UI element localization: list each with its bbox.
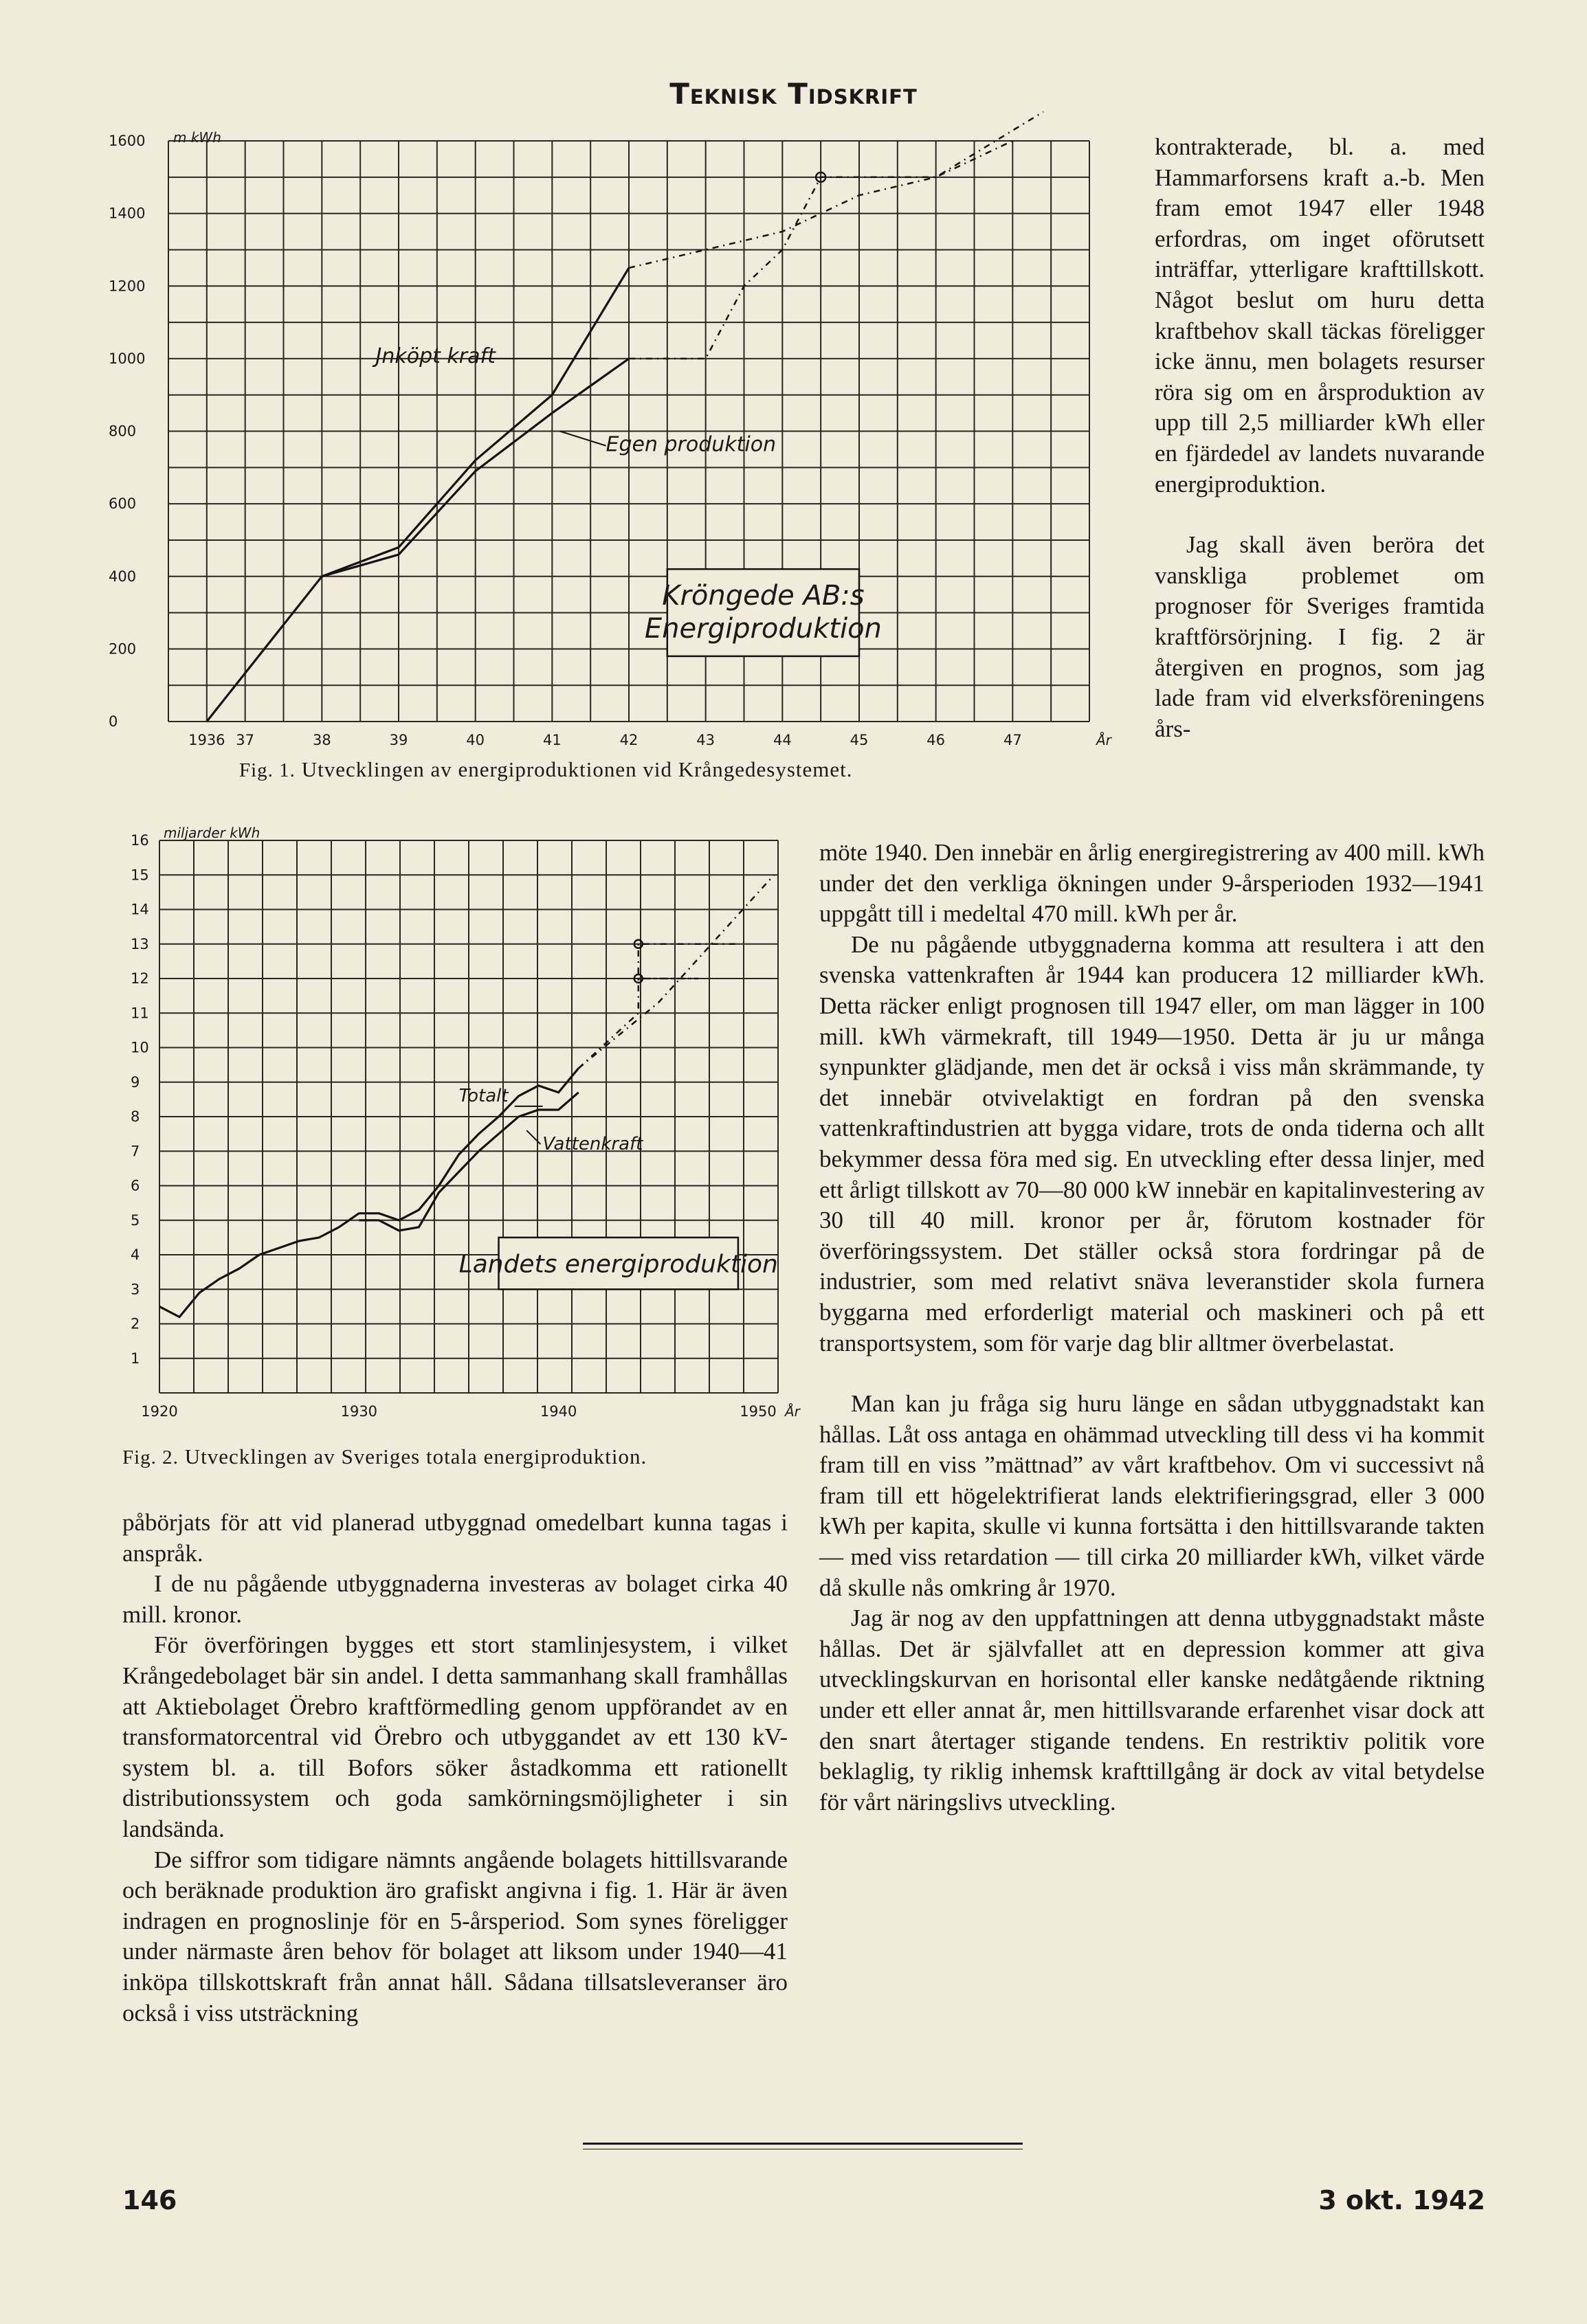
right-column-top: [1155, 132, 1485, 744]
y-tick-label: 1400: [109, 205, 146, 222]
x-tick-label: 45: [850, 732, 869, 748]
annotation-label: Egen produktion: [606, 432, 777, 457]
x-tick-label: 43: [696, 732, 715, 748]
y-tick-label: 13: [131, 935, 149, 952]
paragraph: kontrakterade, bl. a. med Hammarforsens kraft a.-b. Men fram emot 1947 eller 1948 erfordras, om inget oförutsett inträffar, ytterligare krafttillskott. Något beslut om huru detta kraftbehov skall täckas föreligger icke ännu, men bolagets resurser röra sig om en årsproduktion av upp till 2,5 milliarder kWh eller en fjärdedel av landets nuvarande energiproduktion.: [1155, 133, 1485, 498]
separator-rule: [583, 2143, 1023, 2145]
figure-2-label: Fig. 2.: [122, 1446, 179, 1468]
paragraph: påbörjats för att vid planerad utbyggnad omedelbart kunna tagas i anspråk.: [122, 1509, 788, 1567]
paragraph: Jag skall även beröra det vanskliga problemet om prognoser för Sveriges framtida kraftförsörjning. I fig. 2 är återgiven en prognos, som jag lade fram vid elverksföreningens års-: [1155, 531, 1485, 742]
series-line: [207, 268, 629, 722]
figure-2-caption: [122, 1443, 647, 1471]
y-tick-label: 6: [131, 1177, 140, 1194]
x-tick-label: 39: [389, 732, 408, 748]
journal-title: Teknisk Tidskrift: [669, 77, 918, 111]
issue-date: 3 okt. 1942: [1318, 2185, 1485, 2215]
page-number: 146: [122, 2185, 177, 2215]
y-tick-label: 8: [131, 1108, 140, 1125]
x-tick-label: 46: [926, 732, 946, 748]
y-tick-label: 800: [109, 423, 137, 440]
y-tick-label: 10: [131, 1039, 149, 1056]
x-tick-label: 38: [312, 732, 331, 748]
x-tick-label: 42: [619, 732, 639, 748]
annotation-leader: [526, 1130, 540, 1144]
forecast-line: [629, 112, 1043, 268]
paragraph: Man kan ju fråga sig huru länge en sådan utbyggnadstakt kan hållas. Låt oss antaga en ohämmad utveckling till dess vi ha kommit fram till en viss ”mättnad” av vårt kraftbehov. Om vi successivt nå fram till ett högelektrifierat lands elektrifieringsgrad, eller 3 000 kWh per kapita, skulle vi kunna fortsätta i den hittillsvarande takten — med viss retardation — till cirka 20 milliarder kWh, vilket värde då skulle nås omkring år 1970.: [819, 1390, 1485, 1601]
y-tick-label: 400: [109, 568, 137, 585]
paragraph: Jag är nog av den uppfattningen att denna utbyggnadstakt måste hållas. Det är självfallet att en depression kommer att giva utvecklingskurvan en horisontal eller kanske nedåtgående riktning under ett eller annat år, men hittillsvarande erfarenhet visar dock att den snart återtager stigande tendens. En restriktiv politik vore beklaglig, ty riklig inhemsk krafttillgång är dock av vital betydelse för vårt näringslivs utveckling.: [819, 1605, 1485, 1815]
y-tick-label: 5: [131, 1211, 140, 1229]
x-tick-label: 40: [466, 732, 485, 748]
y-tick-label: 0: [109, 713, 118, 730]
x-tick-label: 1930: [340, 1403, 378, 1420]
y-tick-label: 600: [109, 495, 137, 513]
figure-1-chart: [103, 127, 1111, 759]
y-tick-label: 15: [131, 867, 149, 884]
y-tick-label: 1000: [109, 350, 146, 367]
chart-title-line-2: Energiproduktion: [644, 613, 882, 645]
y-tick-label: 9: [131, 1073, 140, 1091]
forecast-line: [579, 944, 738, 1069]
x-tick-label: 37: [236, 732, 255, 748]
annotation-label: Totalt: [458, 1085, 509, 1106]
y-tick-label: 4: [131, 1247, 140, 1263]
x-tick-label: 1940: [540, 1403, 577, 1420]
paragraph: För överföringen bygges ett stort stamlinjesystem, i vilket Krångedebolaget bär sin andel. I detta sammanhang skall framhållas att Aktiebolaget Örebro kraftförmedling genom uppförandet av en transformatorcentral vid Örebro och utbyggandet av ett 130 kV-system bl. a. till Bofors söker åstadkomma ett rationellt distributionssystem och goda samkörningsmöjligheter i sin landsända.: [122, 1631, 788, 1842]
y-tick-label: 3: [131, 1281, 140, 1298]
y-tick-label: 11: [131, 1005, 149, 1022]
annotation-leader: [560, 432, 606, 446]
x-tick-label: 44: [773, 732, 792, 748]
x-tick-label: 1920: [141, 1403, 178, 1420]
annotation-label: Vattenkraft: [542, 1134, 643, 1155]
x-tick-label: 41: [542, 732, 562, 748]
paragraph: De siffror som tidigare nämnts angående bolagets hittillsvarande och beräknade produktion äro grafiskt angivna i fig. 1. Här är även indragen en prognoslinje för en 5-årsperiod. Som synes föreligger under närmaste åren behov för bolaget att liksom under 1940—41 inköpa tillskottskraft från annat håll. Sådana tillsatsleveranser äro också i viss utsträckning: [122, 1846, 788, 2026]
y-axis-unit-label: miljarder kWh: [164, 825, 260, 841]
x-tick-label: 1950: [740, 1403, 777, 1420]
y-tick-label: 200: [109, 640, 137, 658]
chart-title: Landets energiproduktion: [458, 1250, 778, 1279]
figure-2-caption-text: Utvecklingen av Sveriges totala energiproduktion.: [184, 1444, 647, 1468]
y-tick-label: 1600: [109, 133, 146, 149]
figure-2-chart: [103, 821, 804, 1453]
chart-title-line-1: Kröngede AB:s: [662, 580, 865, 612]
figure-1-caption-text: Utvecklingen av energiproduktionen vid Krångedesystemet.: [301, 757, 853, 781]
y-tick-label: 2: [131, 1315, 140, 1332]
x-axis-unit-label: År: [785, 1403, 800, 1420]
y-tick-label: 16: [131, 832, 149, 849]
figure-1-caption: [239, 756, 853, 784]
paragraph: I de nu pågående utbyggnaderna investeras av bolaget cirka 40 mill. kronor.: [122, 1570, 788, 1628]
paragraph: möte 1940. Den innebär en årlig energiregistrering av 400 mill. kWh under det den verkliga ökningen under 9-årsperioden 1932—1941 uppgått till i medeltal 470 mill. kWh per år.: [819, 839, 1485, 928]
forecast-line: [579, 875, 774, 1068]
right-column: [819, 838, 1485, 1818]
figure-1-label: Fig. 1.: [239, 759, 296, 781]
y-tick-label: 7: [131, 1143, 140, 1160]
y-axis-unit-label: m kWh: [173, 129, 221, 146]
y-tick-label: 1200: [109, 278, 146, 295]
annotation-label: Jnköpt kraft: [375, 344, 496, 368]
y-tick-label: 14: [131, 901, 149, 918]
y-tick-label: 1: [131, 1350, 140, 1367]
y-tick-label: 12: [131, 970, 149, 987]
x-axis-unit-label: År: [1096, 732, 1111, 748]
x-tick-label: 47: [1003, 732, 1022, 748]
paragraph: De nu pågående utbyggnaderna komma att resultera i att den svenska vattenkraften år 1944 kan producera 12 milliarder kWh. Detta räcker enligt prognosen till 1947 eller, om man lägger in 100 mill. kWh värmekraft, till 1949—1950. Detta är ju ur många synpunkter glädjande, men det är också i viss mån skrämmande, ty det innebär otvivelaktigt en fordran på den svenska vattenkraftindustrien att bygga vidare, trots de onda tiderna och allt bekymmer dessa föra med sig. En utveckling efter dessa linjer, med ett årligt tillskott av 70—80 000 kW innebär en kapitalinvestering av 30 till 40 mill. kronor per år, förutom kostnader för överföringssystem. Det ställer också stora fordringar på de industrier, som med relativt snäva leveranstider skola furnera byggarna med erforderligt material och maskineri och på ett transportsystem, som för varje dag blir alltmer överbelastat.: [819, 930, 1485, 1356]
x-tick-label: 1936: [188, 732, 225, 748]
left-column: [122, 1508, 788, 2029]
